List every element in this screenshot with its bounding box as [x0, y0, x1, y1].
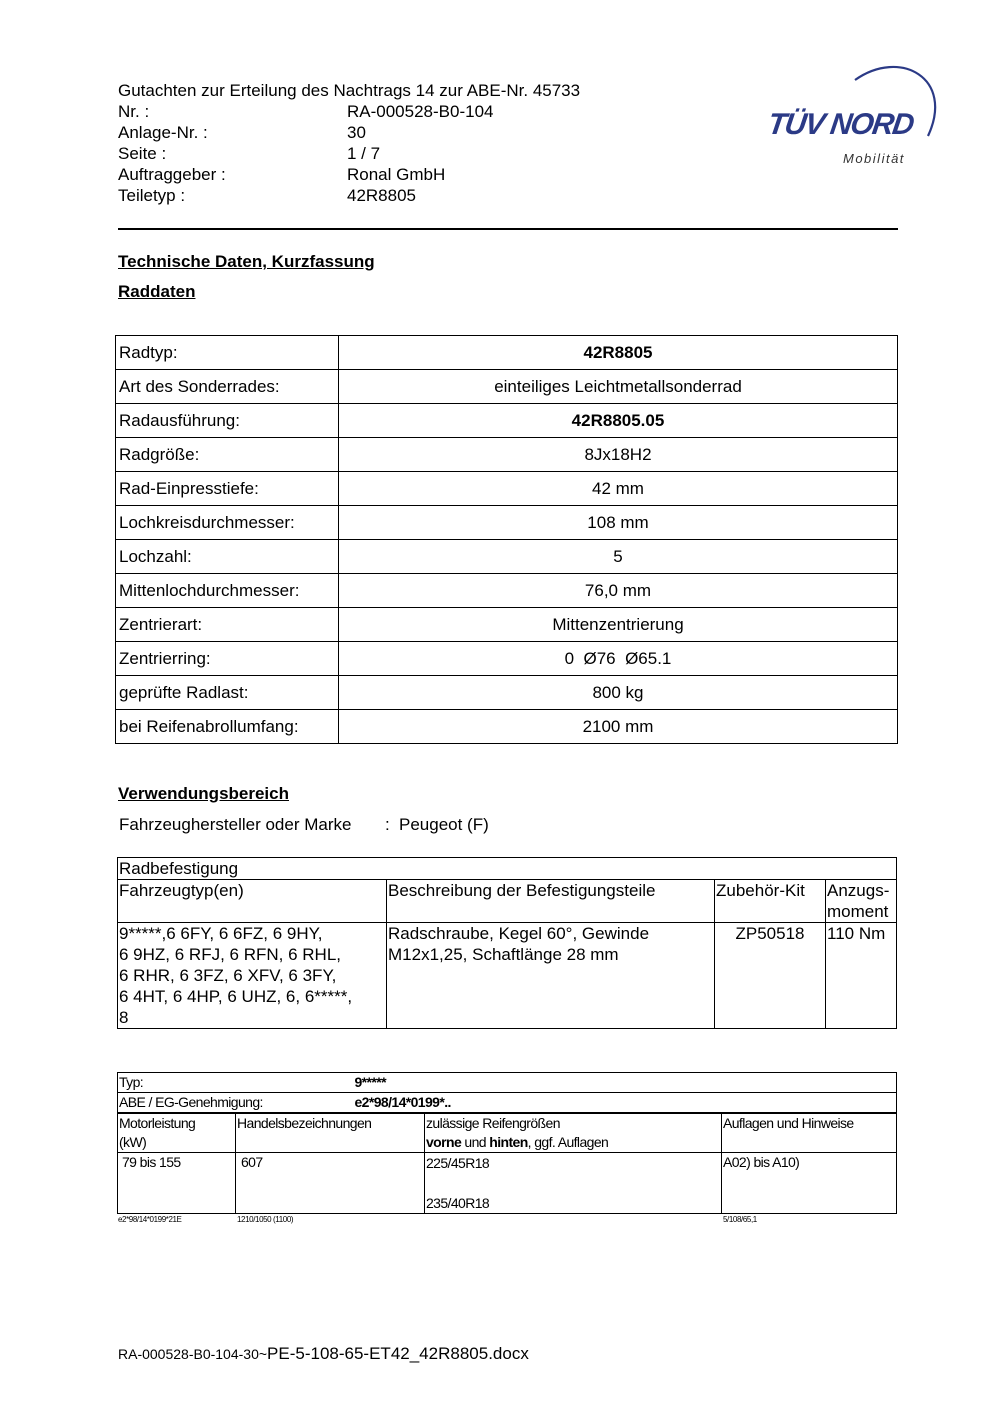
row-label: Rad-Einpresstiefe:: [116, 472, 339, 506]
row-value: 8Jx18H2: [339, 438, 898, 472]
small-note-3: 5/108/65,1: [723, 1215, 757, 1224]
table-row: [118, 1153, 897, 1214]
small-note-1: e2*98/14*0199*21E: [118, 1215, 182, 1224]
table-row: [116, 370, 898, 404]
table-row: [116, 642, 898, 676]
header-divider: [118, 228, 898, 230]
table-row: [116, 540, 898, 574]
row-label: Radgröße:: [116, 438, 339, 472]
table-row: [116, 574, 898, 608]
reifen-vorne: vorne: [426, 1134, 462, 1150]
abe-label: ABE / EG-Genehmigung:: [118, 1093, 425, 1114]
table-row: [116, 472, 898, 506]
row-value: 42 mm: [339, 472, 898, 506]
anzugsmoment-cell: 110 Nm: [826, 923, 897, 1029]
typ-label: Typ:: [118, 1073, 425, 1093]
header-auflagen: Auflagen und Hinweise: [722, 1113, 897, 1153]
section-verwendungsbereich: Verwendungsbereich: [118, 784, 289, 803]
table-row: [116, 676, 898, 710]
row-label: Zentrierart:: [116, 608, 339, 642]
logo-name: TÜV NORD: [765, 108, 916, 141]
table-row: [116, 336, 898, 370]
row-label: geprüfte Radlast:: [116, 676, 339, 710]
reifen-und: und: [461, 1134, 490, 1150]
zubehoer-kit-cell: ZP50518: [715, 923, 826, 1029]
row-label: Mittenlochdurchmesser:: [116, 574, 339, 608]
row-value: 42R8805.05: [339, 404, 898, 438]
typ-table: [117, 1072, 897, 1214]
row-value: 800 kg: [339, 676, 898, 710]
table-header-row: [118, 880, 897, 923]
row-value: 108 mm: [339, 506, 898, 540]
row-value: 42R8805: [339, 336, 898, 370]
befestigung-title: Radbefestigung: [118, 858, 897, 880]
tuev-nord-logo: [760, 58, 945, 173]
table-row: [118, 858, 897, 880]
usage-separator: :: [385, 815, 390, 834]
footer-prefix: RA-000528-B0-104-30~: [118, 1346, 268, 1362]
header-anzugsmoment: Anzugs- moment: [826, 880, 897, 923]
table-row: [116, 438, 898, 472]
footer-filename: [118, 1344, 529, 1364]
header-reifengroessen: [425, 1113, 722, 1153]
seite-value: 1 / 7: [347, 144, 381, 163]
reifen-header-line1: zulässige Reifengrößen: [426, 1115, 560, 1131]
row-value: 0 Ø76 Ø65.1: [339, 642, 898, 676]
seite-label: Seite :: [118, 144, 167, 163]
teiletyp-label: Teiletyp :: [118, 186, 186, 205]
header-zubehoer-kit: Zubehör-Kit: [715, 880, 826, 923]
header-beschreibung: Beschreibung der Befestigungsteile: [387, 880, 715, 923]
auflagen-cell: A02) bis A10): [722, 1153, 897, 1214]
row-label: Radtyp:: [116, 336, 339, 370]
usage-label: Fahrzeughersteller oder Marke: [119, 815, 352, 834]
raddaten-table: [115, 335, 898, 744]
anlage-label: Anlage-Nr. :: [118, 123, 208, 142]
handelsbezeichnung-cell: 607: [236, 1153, 425, 1214]
teiletyp-value: 42R8805: [347, 186, 417, 205]
anlage-value: 30: [347, 123, 366, 142]
row-value: Mittenzentrierung: [339, 608, 898, 642]
table-row: [118, 1093, 897, 1114]
row-value: 2100 mm: [339, 710, 898, 744]
table-row: [116, 608, 898, 642]
beschreibung-cell: Radschraube, Kegel 60°, Gewinde M12x1,25, Schaftlänge 28 mm: [387, 923, 715, 1029]
table-row: [116, 710, 898, 744]
typ-value: 9*****: [354, 1074, 386, 1090]
nr-label: Nr. :: [118, 102, 150, 121]
logo-subtitle: Mobilität: [843, 151, 905, 166]
row-label: Lochkreisdurchmesser:: [116, 506, 339, 540]
radbefestigung-table: [117, 857, 897, 1029]
reifen-header-line2: [426, 1133, 720, 1152]
reifengroessen-cell: 225/45R18 235/40R18: [425, 1153, 722, 1214]
usage-value: Peugeot (F): [399, 815, 489, 834]
row-value: einteiliges Leichtmetallsonderrad: [339, 370, 898, 404]
table-row: [118, 1073, 897, 1093]
nr-value: RA-000528-B0-104: [347, 102, 494, 121]
header-handelsbezeichnungen: Handelsbezeichnungen: [236, 1113, 425, 1153]
header-motorleistung: Motorleistung (kW): [118, 1113, 236, 1153]
table-row: [116, 506, 898, 540]
table-row: [116, 404, 898, 438]
row-label: Art des Sonderrades:: [116, 370, 339, 404]
abe-value: e2*98/14*0199*..: [354, 1094, 451, 1110]
table-header-row: [118, 1113, 897, 1153]
reifen-hinten: hinten: [489, 1134, 528, 1150]
row-label: Radausführung:: [116, 404, 339, 438]
row-label: Zentrierring:: [116, 642, 339, 676]
row-value: 76,0 mm: [339, 574, 898, 608]
document-title: Gutachten zur Erteilung des Nachtrags 14 zur ABE-Nr. 45733: [118, 81, 581, 100]
section-technische-daten: Technische Daten, Kurzfassung: [118, 252, 375, 271]
header-fahrzeugtyp: Fahrzeugtyp(en): [118, 880, 387, 923]
typ-value-cell: [354, 1073, 897, 1093]
table-row: [118, 923, 897, 1029]
reifen-rest: , ggf. Auflagen: [527, 1134, 609, 1150]
auftraggeber-label: Auftraggeber :: [118, 165, 226, 184]
fahrzeugtypen-cell: 9*****,6 6FY, 6 6FZ, 6 9HY, 6 9HZ, 6 RFJ, 6 RFN, 6 RHL, 6 RHR, 6 3FZ, 6 XFV, 6 3FY, 6 4HT, 6 4HP, 6 UHZ, 6, 6*****, 8: [118, 923, 387, 1029]
auftraggeber-value: Ronal GmbH: [347, 165, 446, 184]
motorleistung-cell: 79 bis 155: [118, 1153, 236, 1214]
row-label: Lochzahl:: [116, 540, 339, 574]
small-note-2: 1210/1050 (1100): [237, 1215, 294, 1224]
row-label: bei Reifenabrollumfang:: [116, 710, 339, 744]
row-value: 5: [339, 540, 898, 574]
section-raddaten: Raddaten: [118, 282, 196, 301]
abe-value-cell: [354, 1093, 897, 1114]
footer-file: PE-5-108-65-ET42_42R8805.docx: [267, 1344, 529, 1363]
